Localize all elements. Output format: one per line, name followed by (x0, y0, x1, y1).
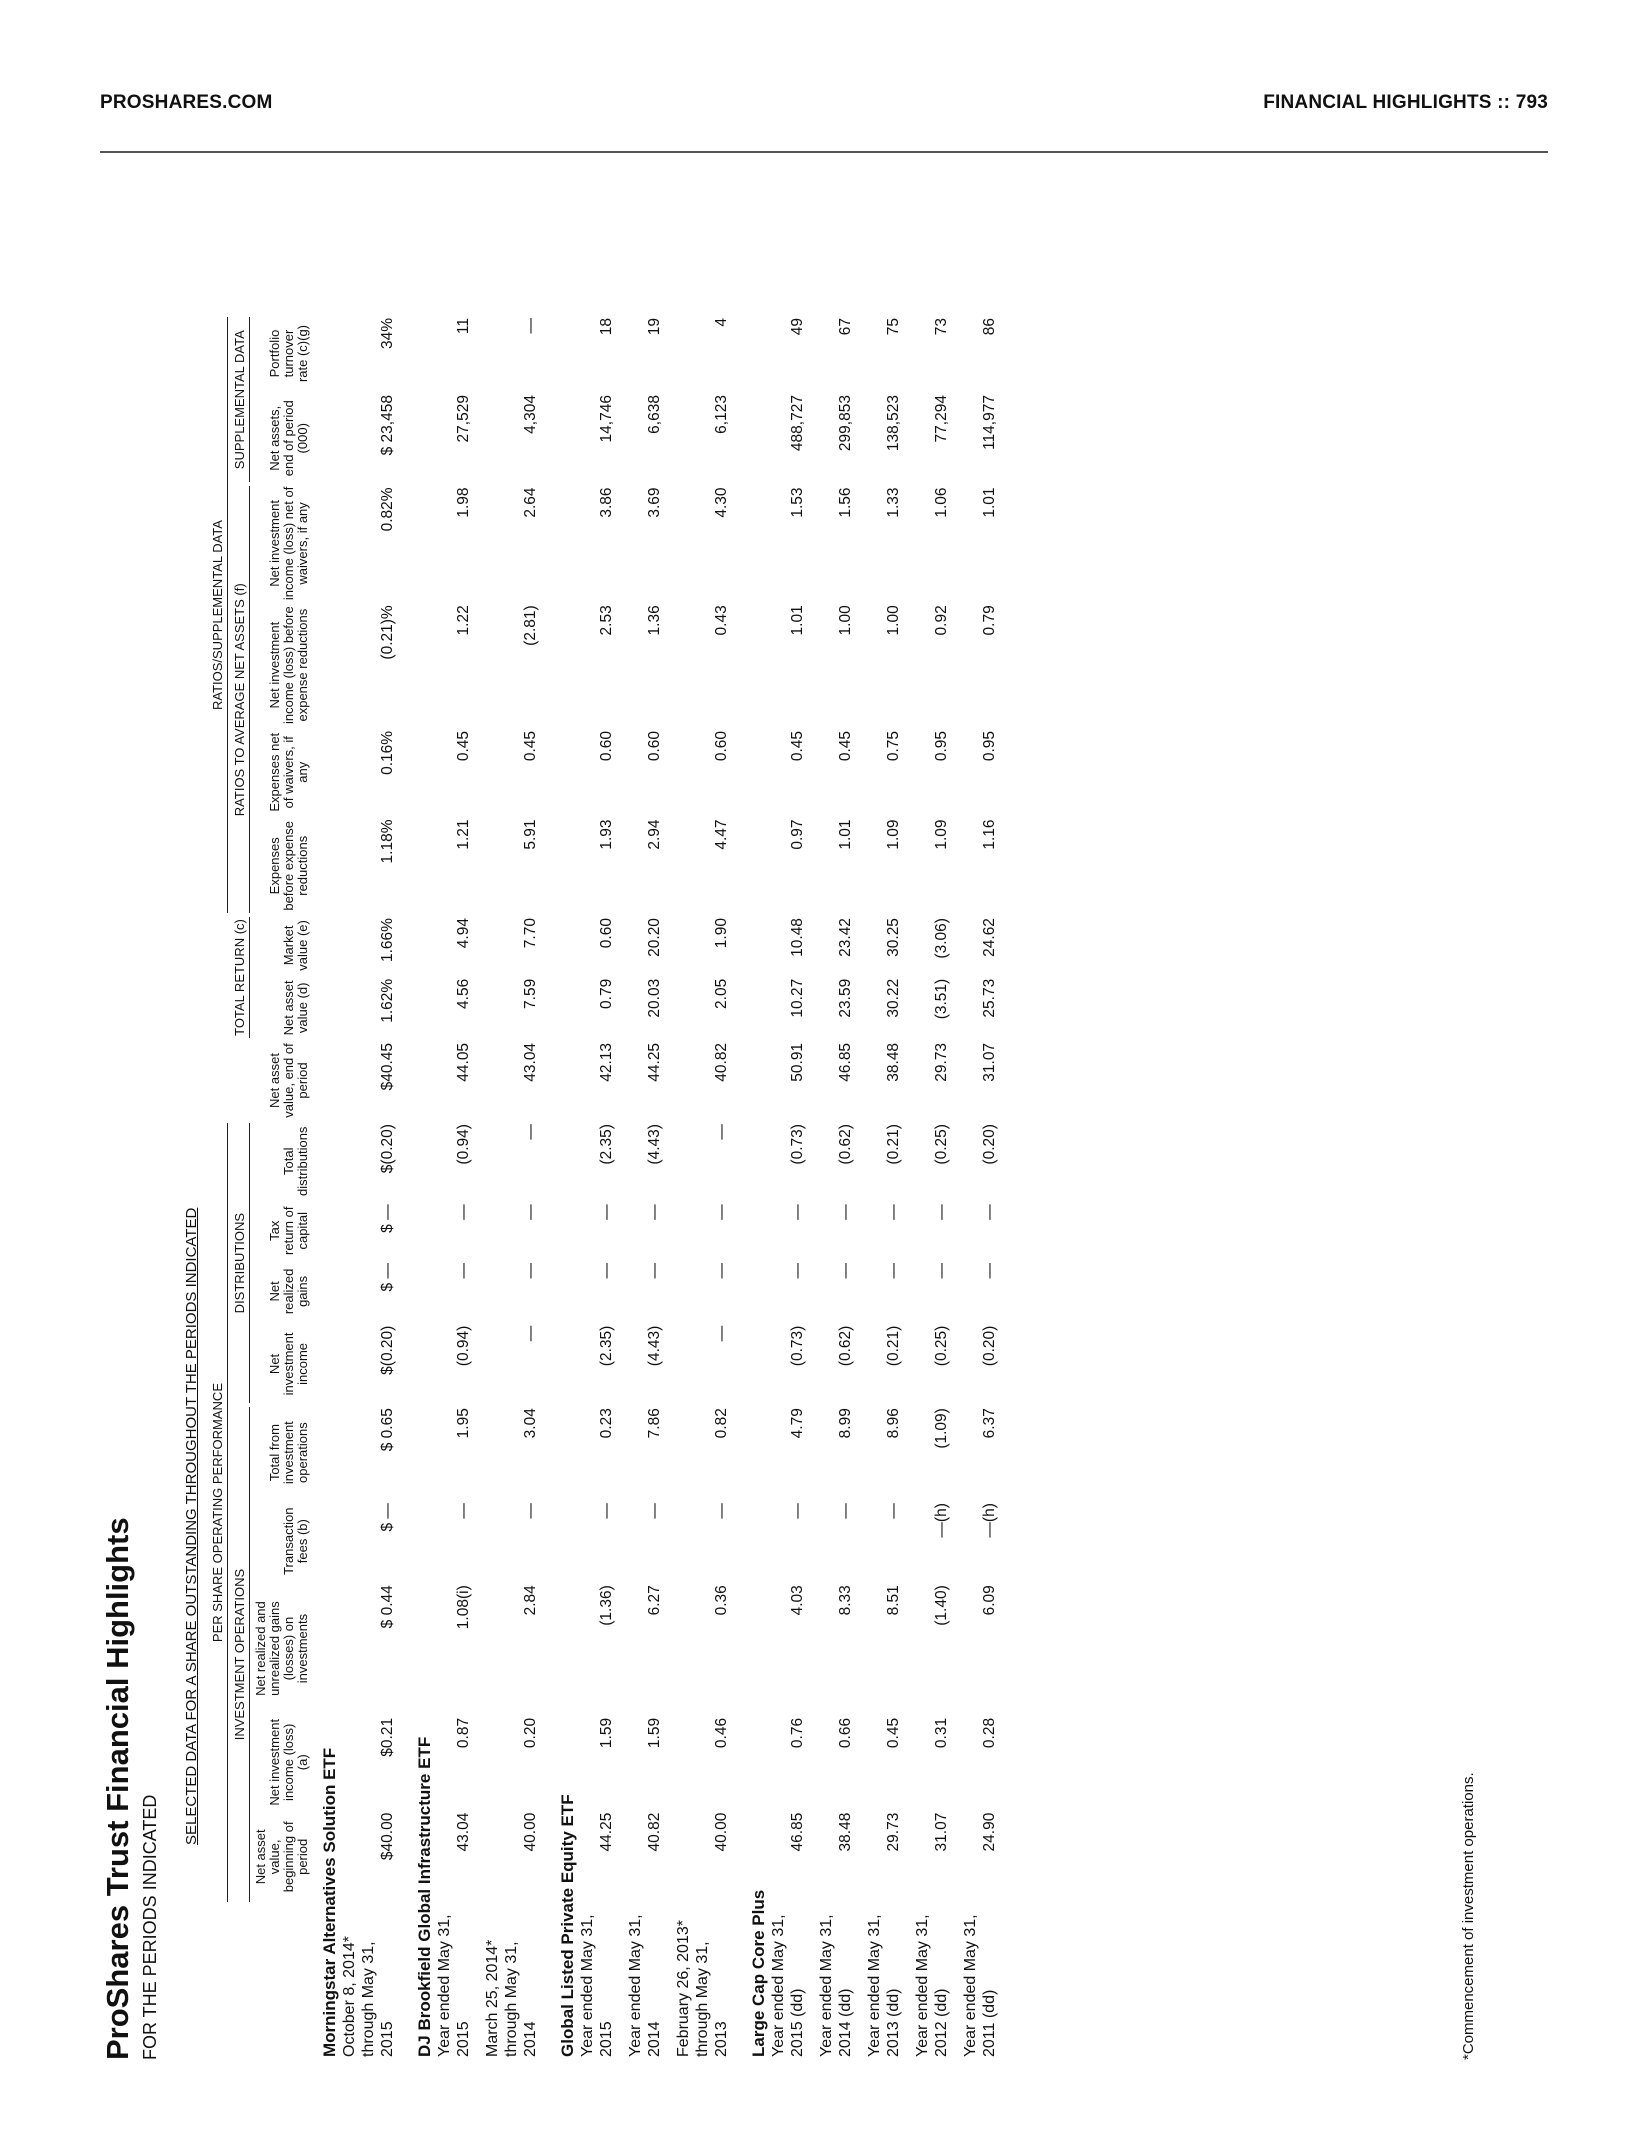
table-cell: (3.06) (933, 918, 950, 959)
table-cell: 1.36 (646, 605, 663, 636)
table-cell: 0.23 (598, 1408, 615, 1439)
table-cell: 30.25 (885, 918, 902, 957)
table-cell: $ — (379, 1503, 396, 1532)
table-cell: 0.97 (789, 819, 806, 850)
period-label: Year ended May 31, 2011 (dd) (962, 1914, 998, 2057)
table-cell: — (455, 1263, 472, 1279)
period-label: March 25, 2014* through May 31, 2014 (484, 1939, 539, 2057)
footnote: *Commencement of investment operations. (1460, 1772, 1477, 2060)
table-cell: — (522, 1204, 539, 1220)
table-cell: 6,123 (713, 395, 730, 434)
table-cell: 44.25 (646, 1042, 663, 1082)
table-cell: 46.85 (837, 1042, 854, 1082)
table-cell: 31.07 (981, 1042, 998, 1082)
table-cell: 44.05 (455, 1042, 472, 1082)
table-cell: —(h) (933, 1503, 950, 1538)
table-cell: 75 (885, 318, 902, 336)
table-cell: 4.56 (455, 978, 472, 1009)
financial-highlights-table (208, 315, 1009, 2060)
table-cell: (0.73) (789, 1325, 806, 1367)
table-cell: — (885, 1263, 902, 1279)
table-cell: 1.01 (837, 819, 854, 850)
table-cell: 0.95 (981, 730, 998, 762)
table-cell: — (646, 1263, 663, 1279)
period-label: Year ended May 31, 2014 (dd) (818, 1914, 854, 2057)
table-cell: 2.94 (646, 819, 663, 850)
fund-name: DJ Brookfield Global Infrastructure ETF (415, 1736, 434, 2057)
table-row (435, 315, 483, 2060)
table-cell: — (455, 1503, 472, 1519)
table-cell: 3.86 (598, 487, 615, 518)
table-cell: — (522, 1325, 539, 1342)
table-cell: — (522, 318, 539, 334)
table-cell: 1.93 (598, 819, 615, 850)
table-cell: 0.45 (885, 1717, 902, 1749)
table-cell: 0.79 (981, 605, 998, 636)
table-cell: 1.00 (837, 605, 854, 636)
table-cell: 0.31 (933, 1717, 950, 1749)
group-total-return: TOTAL RETURN (c) (233, 917, 250, 1038)
table-cell: 4 (713, 318, 730, 327)
fund-name: Global Listed Private Equity ETF (558, 1794, 577, 2057)
table-cell: 20.20 (646, 918, 663, 957)
table-cell: (0.21)% (379, 605, 396, 660)
column-header: Net investment income (loss) net of waivers, if any (267, 486, 310, 601)
table-cell: 40.00 (713, 1812, 730, 1852)
table-row (340, 315, 407, 2060)
table-cell: 1.18% (379, 819, 396, 864)
table-cell: — (885, 1204, 902, 1220)
fund-heading-row (407, 315, 435, 2060)
selected-data-label: SELECTED DATA FOR A SHARE OUTSTANDING THROUGHOUT THE PERIODS INDICATED (183, 1207, 200, 1845)
table-cell: 8.33 (837, 1585, 854, 1616)
table-cell: 6.27 (646, 1585, 663, 1616)
table-cell: — (522, 1124, 539, 1140)
group-supplemental: SUPPLEMENTAL DATA (233, 317, 250, 482)
table-cell: (2.81) (522, 605, 539, 646)
table-cell: $0.21 (379, 1717, 396, 1757)
table-cell: — (837, 1503, 854, 1519)
table-cell: 0.87 (455, 1717, 472, 1749)
table-cell: 49 (789, 318, 806, 336)
table-cell: — (598, 1503, 615, 1519)
table-cell: 1.16 (981, 819, 998, 850)
table-cell: 1.01 (981, 487, 998, 518)
table-cell: 1.33 (885, 487, 902, 518)
table-cell: 1.00 (885, 605, 902, 636)
table-cell: 0.79 (598, 978, 615, 1009)
table-cell: 73 (933, 318, 950, 336)
table-cell: 0.20 (522, 1717, 539, 1749)
table-cell: $ 23,458 (379, 395, 396, 456)
table-cell: (1.36) (598, 1585, 615, 1626)
table-cell: 4.79 (789, 1408, 806, 1439)
table-cell: 0.60 (646, 730, 663, 762)
table-cell: 25.73 (981, 978, 998, 1018)
fund-name: Morningstar Alternatives Solution ETF (320, 1747, 339, 2057)
period-label: Year ended May 31, 2015 (dd) (770, 1914, 806, 2057)
table-cell: 38.48 (885, 1042, 902, 1082)
table-cell: 6.09 (981, 1585, 998, 1616)
table-cell: 0.45 (455, 730, 472, 762)
table-cell: (2.35) (598, 1124, 615, 1165)
table-row (817, 315, 865, 2060)
table-cell: 1.59 (598, 1717, 615, 1749)
table-cell: — (522, 1503, 539, 1519)
table-cell: — (981, 1263, 998, 1279)
table-cell: — (646, 1204, 663, 1220)
table-cell: 0.92 (933, 605, 950, 636)
table-cell: 0.82% (379, 487, 396, 532)
group-ratios-supplemental: RATIOS/SUPPLEMENTAL DATA (211, 317, 228, 913)
table-cell: — (713, 1124, 730, 1140)
table-cell: 1.98 (455, 487, 472, 518)
table-cell: 10.27 (789, 978, 806, 1018)
table-cell: 1.56 (837, 487, 854, 518)
table-cell: 0.45 (522, 730, 539, 762)
column-header: Total from investment operations (267, 1421, 310, 1485)
table-cell: 0.16% (379, 730, 396, 775)
page-number: 793 (1515, 92, 1548, 113)
table-cell: 2.05 (713, 978, 730, 1009)
table-cell: 29.73 (933, 1042, 950, 1082)
table-cell: $40.45 (379, 1042, 396, 1091)
table-cell: 40.00 (522, 1812, 539, 1852)
column-header: Net investment income (loss) (a) (267, 1718, 310, 1806)
table-cell: 2.84 (522, 1585, 539, 1616)
column-header: Net asset value, beginning of period (253, 1821, 310, 1893)
table-cell: 43.04 (522, 1042, 539, 1082)
table-cell: 8.51 (885, 1585, 902, 1616)
table-cell: — (646, 1503, 663, 1519)
table-cell: 0.66 (837, 1717, 854, 1749)
table-cell: 20.03 (646, 978, 663, 1018)
table-cell: (2.35) (598, 1325, 615, 1367)
table-cell: 30.22 (885, 978, 902, 1018)
table-cell: 0.76 (789, 1717, 806, 1749)
table-cell: 1.66% (379, 918, 396, 963)
table-cell: (0.25) (933, 1124, 950, 1165)
table-cell: 34% (379, 318, 396, 350)
table-cell: 23.42 (837, 918, 854, 957)
table-cell: 24.90 (981, 1812, 998, 1852)
table-cell: (0.20) (981, 1124, 998, 1165)
table-cell: $ — (379, 1263, 396, 1292)
table-row (913, 315, 961, 2060)
period-label: February 26, 2013* through May 31, 2013 (675, 1920, 730, 2057)
table-cell: 19 (646, 318, 663, 336)
table-cell: 40.82 (713, 1042, 730, 1082)
table-row (578, 315, 626, 2060)
table-cell: 299,853 (837, 395, 854, 452)
table-cell: — (885, 1503, 902, 1519)
table-cell: 1.90 (713, 918, 730, 949)
table-cell: 24.62 (981, 918, 998, 957)
table-cell: 8.96 (885, 1408, 902, 1439)
column-header: Expenses net of waivers, if any (267, 732, 310, 812)
table-cell: (0.20) (981, 1325, 998, 1367)
table-cell: 4.30 (713, 487, 730, 518)
table-cell: 2.64 (522, 487, 539, 518)
table-cell: 38.48 (837, 1812, 854, 1852)
table-cell: 23.59 (837, 978, 854, 1018)
column-header: Net asset value (d) (281, 980, 310, 1036)
period-label: Year ended May 31, 2013 (dd) (866, 1914, 902, 2057)
table-cell: (0.62) (837, 1325, 854, 1367)
table-cell: 1.22 (455, 605, 472, 636)
fund-name: Large Cap Core Plus (749, 1889, 768, 2057)
table-cell: 1.09 (933, 819, 950, 850)
table-cell: 4.47 (713, 819, 730, 850)
table-cell: 0.60 (713, 730, 730, 762)
table-cell: 44.25 (598, 1812, 615, 1852)
period-label: October 8, 2014* through May 31, 2015 (341, 1936, 396, 2057)
table-cell: 40.82 (646, 1812, 663, 1852)
table-cell: 1.62% (379, 978, 396, 1023)
rotated-table-sheet (100, 160, 1540, 2105)
table-cell: 4,304 (522, 395, 539, 434)
table-cell: (1.40) (933, 1585, 950, 1626)
table-cell: (4.43) (646, 1124, 663, 1165)
column-header: Net assets, end of period (000) (267, 400, 310, 477)
table-cell: 7.86 (646, 1408, 663, 1439)
column-header: Net investment income (loss) before expense reductions (267, 606, 310, 725)
group-per-share: PER SHARE OPERATING PERFORMANCE (211, 1123, 228, 1902)
table-cell: 0.36 (713, 1585, 730, 1616)
table-cell: 5.91 (522, 819, 539, 850)
column-header: Market value (e) (281, 920, 310, 971)
table-cell: 7.70 (522, 918, 539, 949)
table-cell: 7.59 (522, 978, 539, 1009)
column-header: Transaction fees (b) (281, 1507, 310, 1575)
table-cell: 11 (455, 318, 472, 335)
table-cell: (0.62) (837, 1124, 854, 1165)
page-section-header (1263, 92, 1548, 114)
period-label: Year ended May 31, 2015 (436, 1914, 472, 2057)
table-cell: $ 0.65 (379, 1408, 396, 1452)
table-cell: 6.37 (981, 1408, 998, 1439)
column-header: Total distributions (281, 1126, 310, 1196)
period-label: Year ended May 31, 2015 (579, 1914, 615, 2057)
table-row (483, 315, 550, 2060)
table-cell: 0.60 (598, 730, 615, 762)
column-header: Net realized and unrealized gains (losses) on investments (253, 1601, 310, 1696)
table-cell: — (789, 1204, 806, 1220)
table-cell: 1.08(i) (455, 1585, 472, 1630)
table-cell: 1.09 (885, 819, 902, 850)
table-cell: — (598, 1263, 615, 1279)
table-cell: 1.95 (455, 1408, 472, 1439)
table-cell: $40.00 (379, 1812, 396, 1861)
column-header: Net investment income (267, 1332, 310, 1396)
table-cell: 0.45 (837, 730, 854, 762)
table-cell: 1.01 (789, 605, 806, 636)
period-label: Year ended May 31, 2012 (dd) (914, 1914, 950, 2057)
period-label: Year ended May 31, 2014 (627, 1914, 663, 2057)
table-cell: — (981, 1204, 998, 1220)
table-cell: 14,746 (598, 395, 615, 443)
header-rule (100, 151, 1548, 153)
table-cell: 0.75 (885, 730, 902, 762)
table-cell: — (837, 1263, 854, 1279)
column-header: Portfolio turnover rate (c)(g) (267, 324, 310, 383)
column-header: Expenses before expense reductions (267, 820, 310, 911)
table-cell: (0.73) (789, 1124, 806, 1165)
table-cell: 488,727 (789, 395, 806, 452)
table-cell: 31.07 (933, 1812, 950, 1852)
table-cell: 138,523 (885, 395, 902, 452)
table-cell: 8.99 (837, 1408, 854, 1439)
table-cell: 18 (598, 318, 615, 336)
table-cell: 0.28 (981, 1717, 998, 1749)
table-cell: 46.85 (789, 1812, 806, 1852)
table-cell: 0.43 (713, 605, 730, 636)
table-cell: — (933, 1263, 950, 1279)
table-cell: 42.13 (598, 1042, 615, 1082)
table-cell: $ 0.44 (379, 1585, 396, 1629)
table-cell: —(h) (981, 1503, 998, 1538)
fund-heading-row (741, 315, 769, 2060)
group-distributions: DISTRIBUTIONS (233, 1123, 250, 1403)
fund-heading-row (550, 315, 578, 2060)
column-headers (252, 315, 312, 2060)
table-cell: (0.94) (455, 1325, 472, 1367)
table-cell: 67 (837, 318, 854, 336)
table-cell: 0.46 (713, 1717, 730, 1749)
column-header: Net asset value, end of period (267, 1043, 310, 1118)
table-cell: 27,529 (455, 395, 472, 443)
table-cell: 4.94 (455, 918, 472, 949)
table-cell: — (455, 1204, 472, 1220)
page-title: ProShares Trust Financial Highlights (100, 1517, 135, 2060)
table-cell: — (713, 1263, 730, 1279)
site-name: PROSHARES.COM (100, 92, 273, 113)
column-header: Net realized gains (267, 1268, 310, 1315)
table-cell: 3.69 (646, 487, 663, 518)
table-cell: — (789, 1263, 806, 1279)
table-cell: 0.45 (789, 730, 806, 762)
table-cell: 1.21 (455, 819, 472, 850)
table-cell: 29.73 (885, 1812, 902, 1852)
table-cell: $(0.20) (379, 1124, 396, 1174)
table-cell: — (598, 1204, 615, 1220)
table-cell: 1.59 (646, 1717, 663, 1749)
table-cell: $ — (379, 1204, 396, 1233)
table-cell: 0.82 (713, 1408, 730, 1439)
page-subtitle: FOR THE PERIODS INDICATED (140, 1794, 160, 2060)
table-cell: — (713, 1204, 730, 1220)
table-row (674, 315, 741, 2060)
table-row (865, 315, 913, 2060)
table-cell: 86 (981, 318, 998, 336)
table-cell: 0.60 (598, 918, 615, 949)
table-cell: — (933, 1204, 950, 1220)
table-row (626, 315, 674, 2060)
table-body (312, 315, 1009, 2060)
table-cell: 2.53 (598, 605, 615, 636)
table-cell: (0.25) (933, 1325, 950, 1367)
table-cell: — (713, 1503, 730, 1519)
table-cell: 50.91 (789, 1042, 806, 1082)
table-cell: (0.94) (455, 1124, 472, 1165)
table-cell: $(0.20) (379, 1325, 396, 1375)
table-cell: 10.48 (789, 918, 806, 957)
table-row (769, 315, 817, 2060)
table-cell: — (789, 1503, 806, 1519)
table-cell: — (837, 1204, 854, 1220)
table-cell: (1.09) (933, 1408, 950, 1449)
table-row (961, 315, 1009, 2060)
table-cell: 1.53 (789, 487, 806, 518)
table-cell: 3.04 (522, 1408, 539, 1439)
table-cell: 6,638 (646, 395, 663, 434)
table-cell: 43.04 (455, 1812, 472, 1852)
table-cell: (4.43) (646, 1325, 663, 1367)
table-cell: 1.06 (933, 487, 950, 518)
fund-heading-row (312, 315, 340, 2060)
table-cell: (0.21) (885, 1124, 902, 1165)
table-cell: (3.51) (933, 978, 950, 1020)
table-cell: 77,294 (933, 395, 950, 443)
table-cell: — (713, 1325, 730, 1342)
table-cell: 4.03 (789, 1585, 806, 1616)
column-header: Tax return of capital (267, 1206, 310, 1255)
table-cell: 0.95 (933, 730, 950, 762)
group-investment-operations: INVESTMENT OPERATIONS (233, 1407, 250, 1902)
section-label: FINANCIAL HIGHLIGHTS :: (1263, 92, 1516, 113)
table-cell: — (522, 1263, 539, 1279)
group-ratios-to-average: RATIOS TO AVERAGE NET ASSETS (f) (233, 486, 250, 913)
table-cell: (0.21) (885, 1325, 902, 1367)
table-cell: 114,977 (981, 395, 998, 450)
